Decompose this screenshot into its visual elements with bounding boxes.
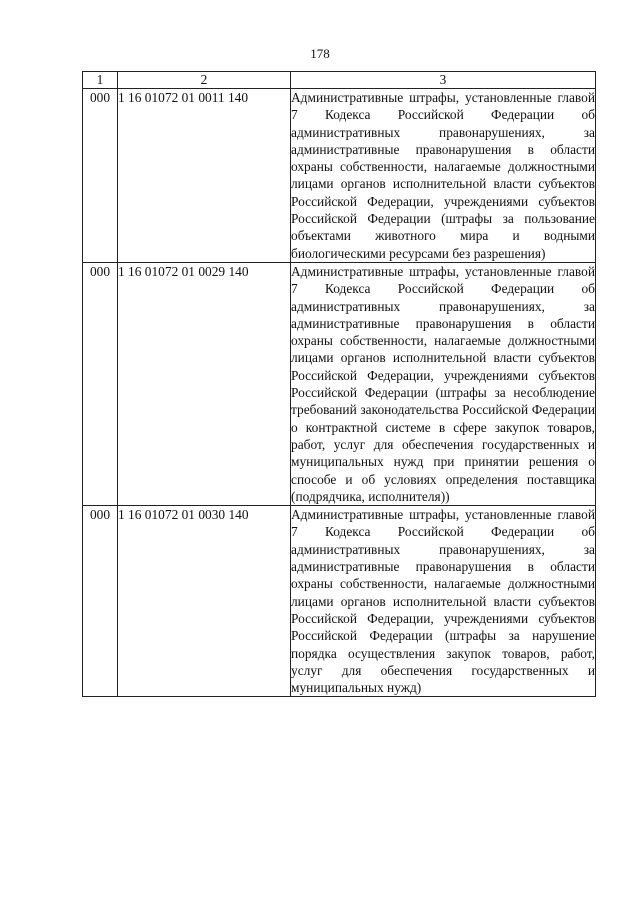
budget-code-cell: 1 16 01072 01 0011 140 [118, 89, 291, 263]
revenue-name-cell: Административные штрафы, установленные главой 7 Кодекса Российской Федерации об административных правонарушениях, за административные правонарушения в области охраны собственности, налагаемые должностными лицами органов исполнительной власти субъектов Российской Федерации, учреждениями субъектов Российской Федерации (штрафы за пользование объектами животного мира и водными биологическими ресурсами без разрешения) [291, 90, 595, 261]
revenue-name-cell: Административные штрафы, установленные главой 7 Кодекса Российской Федерации об административных правонарушениях, за административные правонарушения в области охраны собственности, налагаемые должностными лицами органов исполнительной власти субъектов Российской Федерации, учреждениями субъектов Российской Федерации (штрафы за несоблюдение требований законодательства Российской Федерации о контрактной системе в сфере закупок товаров, работ, услуг для обеспечения государственных и муниципальных нужд при принятии решения о способе и об условиях определения поставщика (подрядчика, исполнителя)) [291, 263, 595, 504]
table-row [83, 89, 596, 263]
admin-code-cell: 000 [83, 89, 118, 263]
budget-code-cell: 1 16 01072 01 0029 140 [118, 262, 291, 505]
table-row [83, 262, 596, 505]
admin-code-cell: 000 [83, 262, 118, 505]
table-row [83, 506, 596, 697]
table-header-row [83, 72, 596, 89]
revenue-name-cell: Административные штрафы, установленные главой 7 Кодекса Российской Федерации об административных правонарушениях, за административные правонарушения в области охраны собственности, налагаемые должностными лицами органов исполнительной власти субъектов Российской Федерации, учреждениями субъектов Российской Федерации (штрафы за нарушение порядка осуществления закупок товаров, работ, услуг для обеспечения государственных и муниципальных нужд) [291, 507, 595, 696]
column-header-2: 2 [118, 72, 291, 89]
column-header-3: 3 [291, 72, 596, 89]
page-number: 178 [310, 46, 330, 61]
budget-codes-table [82, 71, 596, 697]
budget-code-cell: 1 16 01072 01 0030 140 [118, 506, 291, 697]
column-header-1: 1 [83, 72, 118, 89]
admin-code-cell: 000 [83, 506, 118, 697]
